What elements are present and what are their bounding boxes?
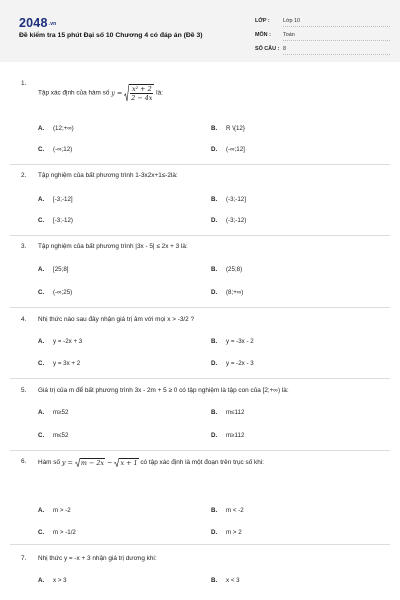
fraction-numerator: x² + 2 [131, 85, 152, 93]
question-number: 1. [21, 80, 27, 87]
sqrt-symbol [124, 84, 154, 102]
question-divider [10, 235, 390, 236]
meta-subject [255, 32, 390, 41]
option-b[interactable]: B. R \{12} [211, 125, 245, 132]
brand-domain: .vn [48, 20, 57, 27]
formula-lhs: y = [111, 89, 123, 97]
question-text-post: có tập xác định là một đoạn trên trục số khi: [140, 459, 264, 467]
question-number: 3. [21, 243, 27, 250]
fraction [130, 85, 153, 102]
formula-domain [111, 84, 154, 102]
question-number: 6. [21, 458, 27, 465]
option-a[interactable]: A. m > -2 [38, 507, 71, 514]
option-d[interactable]: D. m > 2 [211, 529, 242, 536]
meta-key: MÔN : [255, 32, 271, 38]
question-number: 5. [21, 387, 27, 394]
meta-class [255, 18, 390, 27]
option-c[interactable]: C. (-∞;25) [38, 289, 73, 296]
question-text: Giá trị của m để bất phương trình 3x - 2m + 5 ≥ 0 có tập nghiệm là tập con của [2;+∞) là: [38, 387, 289, 394]
option-b[interactable]: B. (25;8) [211, 266, 243, 273]
option-c[interactable]: C. m > -1/2 [38, 529, 76, 536]
meta-key: LỚP : [255, 18, 270, 24]
option-b[interactable]: B. x < 3 [211, 577, 240, 584]
radicand: x + 1 [120, 459, 138, 467]
meta-divider [283, 26, 390, 27]
site-logo[interactable] [19, 16, 56, 32]
option-b[interactable]: B. y = -3x - 2 [211, 338, 254, 345]
question-divider [10, 164, 390, 165]
question-number: 2. [21, 172, 27, 179]
question-text-pre: Tập xác định của hàm số [38, 89, 110, 97]
meta-key: SỐ CÂU : [255, 46, 280, 52]
option-c[interactable]: C. (-∞;12) [38, 146, 73, 153]
question-divider [10, 544, 390, 545]
question-number: 4. [21, 316, 27, 323]
question-text: Nhị thức nào sau đây nhận giá trị âm với mọi x > -3/2 ? [38, 316, 195, 323]
page-header [0, 0, 400, 62]
brand-name: 2048 [19, 16, 48, 30]
meta-value: Toán [283, 32, 295, 38]
sqrt-symbol [75, 458, 105, 467]
radical-sign-icon [114, 458, 119, 467]
option-a[interactable]: A. x > 3 [38, 577, 67, 584]
option-b[interactable]: B. m≤112 [211, 409, 245, 416]
radical-sign-icon [124, 84, 129, 102]
option-c[interactable]: C. m≤52 [38, 432, 69, 439]
question-text-pre: Hàm số [38, 459, 61, 467]
option-b[interactable]: B. m < -2 [211, 507, 244, 514]
option-a[interactable]: A. y = -2x + 3 [38, 338, 83, 345]
question-text: Tập nghiệm của bất phương trình 1-3x2x+1≤-2là: [38, 172, 178, 179]
radical-sign-icon [75, 458, 80, 467]
sqrt-symbol [114, 458, 138, 467]
option-b[interactable]: B. (-3;-12] [211, 196, 246, 203]
fraction-denominator: 2 − 4x [131, 94, 153, 102]
option-a[interactable]: A. [25;8] [38, 266, 69, 273]
meta-value: Lớp 10 [283, 18, 301, 24]
question-divider [10, 378, 390, 379]
radicand: m − 2x [80, 459, 105, 467]
question-text: Tập nghiệm của bất phương trình |3x - 5| ≤ 2x + 3 là: [38, 243, 188, 250]
question-divider [10, 450, 390, 451]
formula-lhs: y = [61, 458, 73, 467]
question-text [38, 84, 163, 102]
question-number: 7. [21, 555, 27, 562]
option-c[interactable]: C. y = 3x + 2 [38, 360, 81, 367]
option-a[interactable]: A. (12;+∞) [38, 125, 74, 132]
formula-function [62, 458, 139, 467]
meta-divider [283, 54, 390, 55]
meta-divider [283, 40, 390, 41]
option-d[interactable]: D. y = -2x - 3 [211, 360, 254, 367]
option-d[interactable]: D. (8;+∞) [211, 289, 244, 296]
option-d[interactable]: D. (-3;-12) [211, 217, 247, 224]
option-c[interactable]: C. [-3;-12) [38, 217, 73, 224]
page-title: Đề kiểm tra 15 phút Đại số 10 Chương 4 có đáp án (Đề 3) [19, 32, 203, 39]
meta-value: 8 [283, 46, 286, 52]
question-text: Nhị thức y = -x + 3 nhận giá trị dương khi: [38, 555, 157, 562]
option-d[interactable]: D. m≥112 [211, 432, 245, 439]
meta-question-count [255, 46, 390, 55]
question-divider [10, 307, 390, 308]
option-a[interactable]: A. m≥52 [38, 409, 69, 416]
option-d[interactable]: D. (-∞;12] [211, 146, 245, 153]
question-text-post: là: [156, 89, 163, 97]
formula-minus: − [107, 458, 113, 467]
question-text [38, 458, 264, 467]
option-a[interactable]: A. [-3;-12] [38, 196, 73, 203]
